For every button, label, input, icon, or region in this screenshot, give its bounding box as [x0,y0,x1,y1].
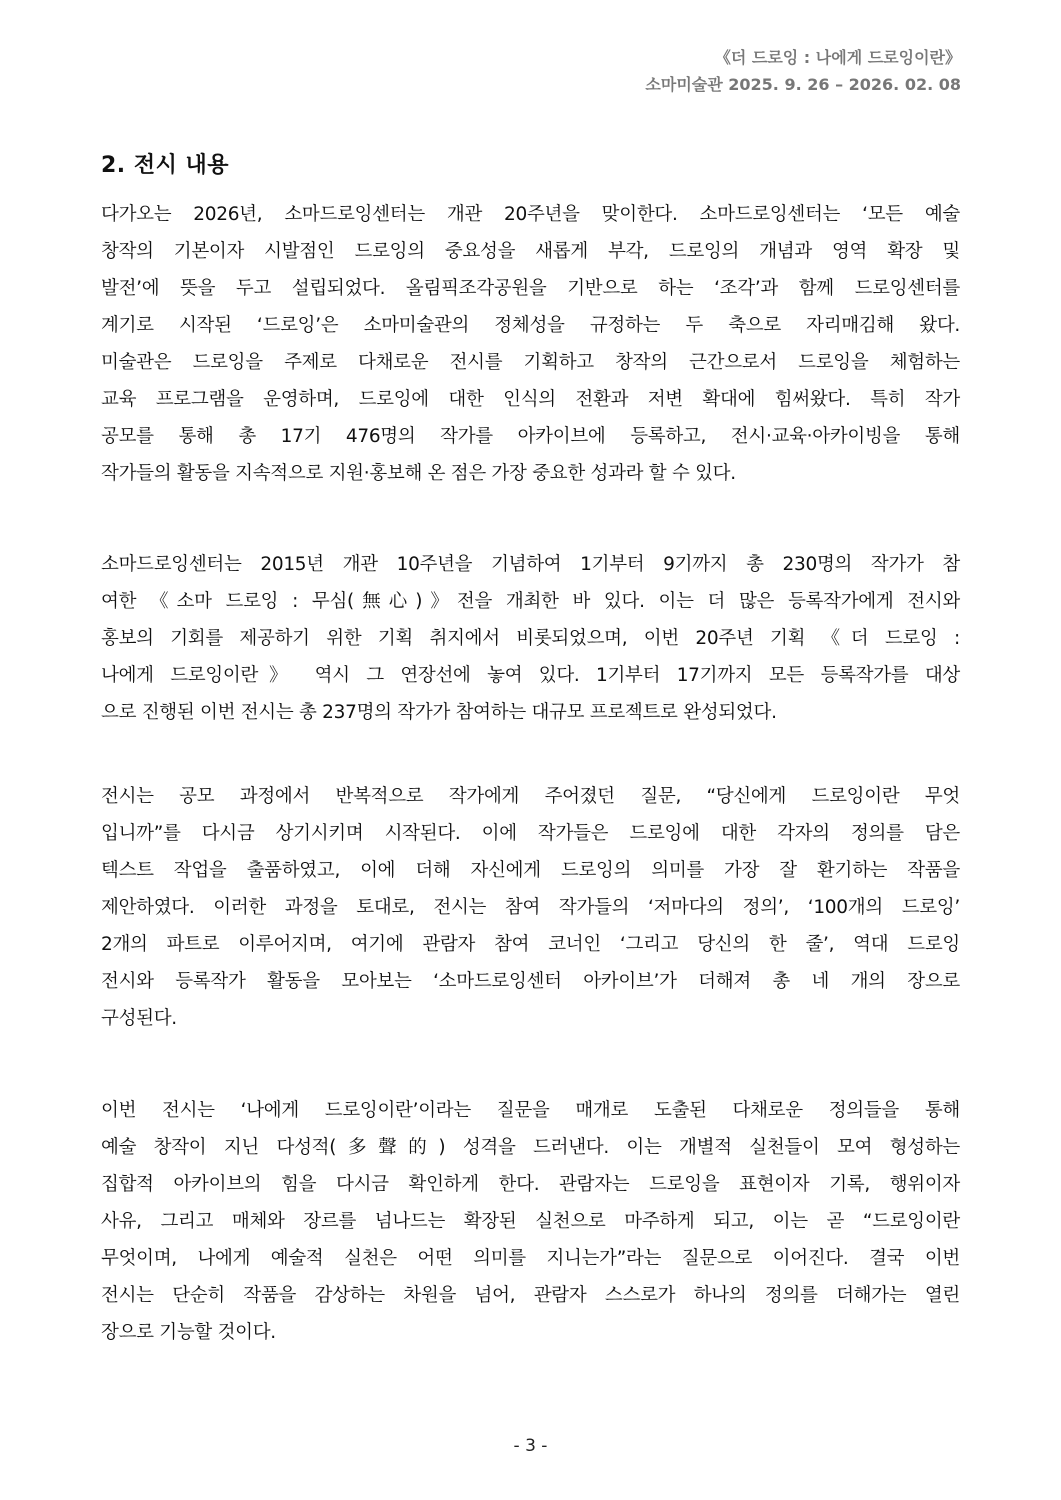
paragraph-line: 공모를 통해 총 17기 476명의 작가를 아카이브에 등록하고, 전시·교육·아카이빙을 통해 [101,426,960,447]
paragraph-line: 2개의 파트로 이루어지며, 여기에 관람자 참여 코너인 ‘그리고 당신의 한 줄’, 역대 드로잉 [101,934,960,955]
paragraph-line: 무엇이며, 나에게 예술적 실천은 어떤 의미를 지니는가”라는 질문으로 이어진다. 결국 이번 [101,1248,960,1269]
body-paragraph [101,778,960,1037]
document-header [645,44,961,98]
paragraph-line: 홍보의 기회를 제공하기 위한 기획 취지에서 비롯되었으며, 이번 20주년 기획 《더 드로잉 : [101,628,960,649]
paragraph-line: 장으로 기능할 것이다. [101,1322,276,1343]
paragraph-line: 제안하였다. 이러한 과정을 토대로, 전시는 참여 작가들의 ‘저마다의 정의’, ‘100개의 드로잉’ [101,897,960,918]
body-paragraph [101,1092,960,1351]
exhibition-title: 《더 드로잉 : 나에게 드로잉이란》 [714,48,961,67]
paragraph-line: 발전’에 뜻을 두고 설립되었다. 올림픽조각공원을 기반으로 하는 ‘조각’과 함께 드로잉센터를 [101,278,960,299]
paragraph-line: 전시는 공모 과정에서 반복적으로 작가에게 주어졌던 질문, “당신에게 드로잉이란 무엇 [101,786,960,807]
paragraph-line: 집합적 아카이브의 힘을 다시금 확인하게 한다. 관람자는 드로잉을 표현이자 기록, 행위이자 [101,1174,960,1195]
paragraph-line: 구성된다. [101,1008,177,1029]
paragraph-line: 텍스트 작업을 출품하였고, 이에 더해 자신에게 드로잉의 의미를 가장 잘 환기하는 작품을 [101,860,960,881]
paragraph-line: 소마드로잉센터는 2015년 개관 10주년을 기념하여 1기부터 9기까지 총 230명의 작가가 참 [101,554,960,575]
page-number: - 3 - [513,1436,548,1456]
body-paragraph [101,196,960,492]
paragraph-line: 전시와 등록작가 활동을 모아보는 ‘소마드로잉센터 아카이브’가 더해져 총 네 개의 장으로 [101,971,960,992]
paragraph-line: 나에게 드로잉이란》 역시 그 연장선에 놓여 있다. 1기부터 17기까지 모든 등록작가를 대상 [101,665,960,686]
paragraph-line: 이번 전시는 ‘나에게 드로잉이란’이라는 질문을 매개로 도출된 다채로운 정의들을 통해 [101,1100,960,1121]
paragraph-line: 전시는 단순히 작품을 감상하는 차원을 넘어, 관람자 스스로가 하나의 정의를 더해가는 열린 [101,1285,960,1306]
paragraph-line: 창작의 기본이자 시발점인 드로잉의 중요성을 새롭게 부각, 드로잉의 개념과 영역 확장 및 [101,241,960,262]
section-heading: 2. 전시 내용 [101,153,229,178]
paragraph-line: 교육 프로그램을 운영하며, 드로잉에 대한 인식의 전환과 저변 확대에 힘써왔다. 특히 작가 [101,389,960,410]
paragraph-line: 으로 진행된 이번 전시는 총 237명의 작가가 참여하는 대규모 프로젝트로 완성되었다. [101,702,777,723]
paragraph-line: 계기로 시작된 ‘드로잉’은 소마미술관의 정체성을 규정하는 두 축으로 자리매김해 왔다. [101,315,960,336]
paragraph-line: 사유, 그리고 매체와 장르를 넘나드는 확장된 실천으로 마주하게 되고, 이는 곧 “드로잉이란 [101,1211,960,1232]
paragraph-line: 입니까”를 다시금 상기시키며 시작된다. 이에 작가들은 드로잉에 대한 각자의 정의를 담은 [101,823,960,844]
paragraph-line: 미술관은 드로잉을 주제로 다채로운 전시를 기획하고 창작의 근간으로서 드로잉을 체험하는 [101,352,960,373]
exhibition-venue-dates: 소마미술관 2025. 9. 26 – 2026. 02. 08 [645,75,961,94]
paragraph-line: 작가들의 활동을 지속적으로 지원·홍보해 온 점은 가장 중요한 성과라 할 수 있다. [101,463,736,484]
paragraph-line: 예술 창작이 지닌 다성적(多聲的) 성격을 드러낸다. 이는 개별적 실천들이 모여 형성하는 [101,1137,960,1158]
paragraph-line: 다가오는 2026년, 소마드로잉센터는 개관 20주년을 맞이한다. 소마드로잉센터는 ‘모든 예술 [101,204,960,225]
body-paragraph [101,546,960,731]
paragraph-line: 여한 《소마 드로잉 : 무심(無心)》전을 개최한 바 있다. 이는 더 많은 등록작가에게 전시와 [101,591,960,612]
